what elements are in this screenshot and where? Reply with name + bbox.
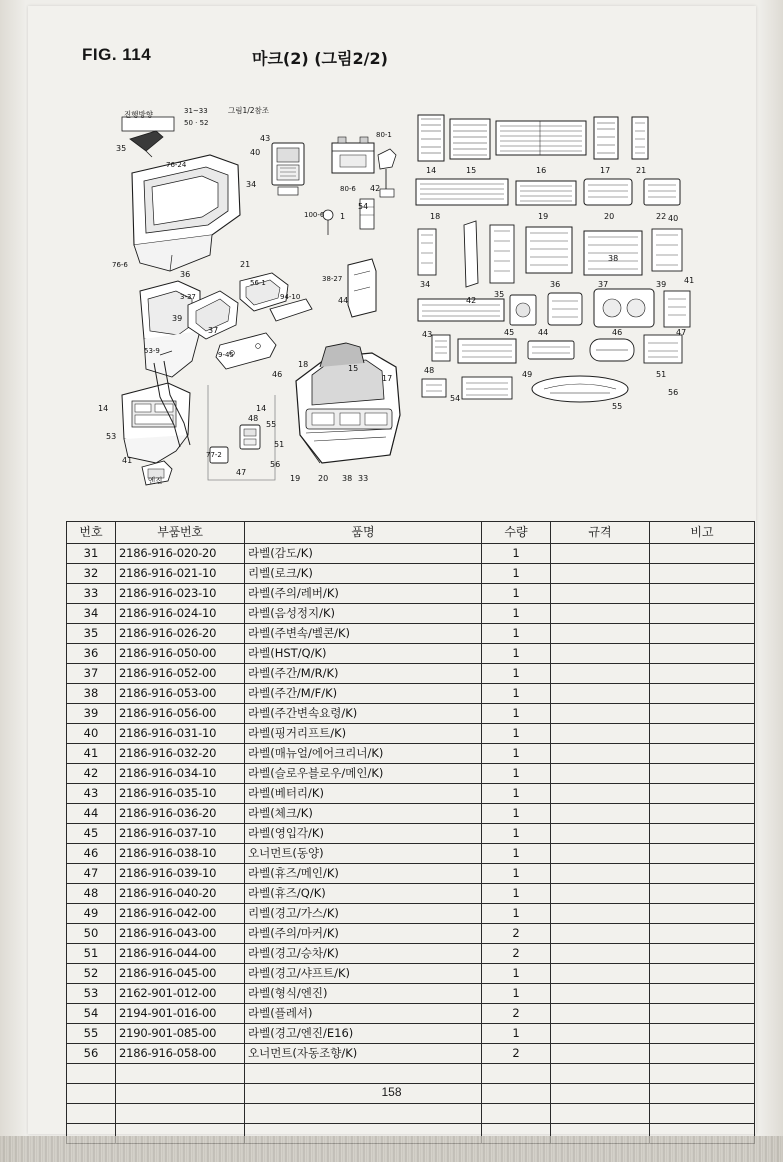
cell-remark xyxy=(650,924,755,944)
svg-text:53: 53 xyxy=(106,432,117,441)
cell-name: 라벨(체크/K) xyxy=(245,804,482,824)
svg-text:38: 38 xyxy=(608,254,619,263)
cell-spec xyxy=(551,1004,650,1024)
cell-qty: 1 xyxy=(482,964,551,984)
cell-remark xyxy=(650,884,755,904)
table-header-row xyxy=(67,522,755,544)
svg-text:51: 51 xyxy=(274,440,285,449)
cell-name: 라벨(음성정지/K) xyxy=(245,604,482,624)
table-row xyxy=(67,1104,755,1124)
table-row xyxy=(67,684,755,704)
table-row xyxy=(67,904,755,924)
cell-no: 48 xyxy=(67,884,116,904)
cell-spec xyxy=(551,564,650,584)
svg-text:51: 51 xyxy=(656,370,667,379)
cell-name: 라벨(주의/레버/K) xyxy=(245,584,482,604)
cell-qty: 1 xyxy=(482,744,551,764)
col-header-name: 품명 xyxy=(245,522,482,544)
table-row xyxy=(67,824,755,844)
cell-spec xyxy=(551,804,650,824)
svg-text:44: 44 xyxy=(538,328,549,337)
cell-name: 라벨(감도/K) xyxy=(245,544,482,564)
cell-no: 55 xyxy=(67,1024,116,1044)
svg-text:22: 22 xyxy=(656,212,667,221)
cell-no: 40 xyxy=(67,724,116,744)
cell-spec xyxy=(551,1044,650,1064)
cell-qty: 1 xyxy=(482,624,551,644)
cell-part-no: 2186-916-050-00 xyxy=(116,644,245,664)
cell-no: 33 xyxy=(67,584,116,604)
cell-spec xyxy=(551,924,650,944)
svg-text:49: 49 xyxy=(522,370,533,379)
cell-spec xyxy=(551,684,650,704)
cell-no: 36 xyxy=(67,644,116,664)
svg-text:15: 15 xyxy=(348,364,359,373)
cell-no xyxy=(67,1104,116,1124)
svg-text:53-9: 53-9 xyxy=(144,347,160,355)
svg-text:17: 17 xyxy=(382,374,393,383)
svg-text:35: 35 xyxy=(494,290,505,299)
svg-text:55: 55 xyxy=(612,402,623,411)
cell-qty: 1 xyxy=(482,584,551,604)
table-row xyxy=(67,1064,755,1084)
page-title: 마크(2) (그림2/2) xyxy=(252,49,388,68)
svg-text:21: 21 xyxy=(240,260,251,269)
cell-part-no: 2186-916-036-20 xyxy=(116,804,245,824)
cell-qty: 1 xyxy=(482,664,551,684)
cell-qty: 2 xyxy=(482,1044,551,1064)
cell-no: 45 xyxy=(67,824,116,844)
cell-no: 37 xyxy=(67,664,116,684)
cell-qty: 1 xyxy=(482,864,551,884)
svg-text:56: 56 xyxy=(270,460,281,469)
cell-spec xyxy=(551,984,650,1004)
cell-name: 라벨(HST/Q/K) xyxy=(245,644,482,664)
cell-spec xyxy=(551,964,650,984)
cell-part-no: 2186-916-043-00 xyxy=(116,924,245,944)
cell-spec xyxy=(551,744,650,764)
cell-part-no: 2162-901-012-00 xyxy=(116,984,245,1004)
cell-no: 50 xyxy=(67,924,116,944)
cell-remark xyxy=(650,664,755,684)
cell-remark xyxy=(650,864,755,884)
cell-qty: 2 xyxy=(482,1004,551,1024)
cell-remark xyxy=(650,944,755,964)
cell-name xyxy=(245,1064,482,1084)
svg-text:43: 43 xyxy=(260,134,271,143)
cell-part-no: 2186-916-021-10 xyxy=(116,564,245,584)
cell-spec xyxy=(551,704,650,724)
cell-qty: 2 xyxy=(482,924,551,944)
svg-text:16: 16 xyxy=(536,166,547,175)
table-row xyxy=(67,644,755,664)
svg-text:20: 20 xyxy=(318,474,329,483)
svg-text:42: 42 xyxy=(466,296,477,305)
parts-table-container xyxy=(66,521,716,1144)
cell-part-no: 2186-916-038-10 xyxy=(116,844,245,864)
cell-no: 44 xyxy=(67,804,116,824)
svg-text:48: 48 xyxy=(424,366,435,375)
table-row xyxy=(67,944,755,964)
cell-qty: 1 xyxy=(482,784,551,804)
table-row xyxy=(67,884,755,904)
table-row xyxy=(67,1004,755,1024)
svg-text:47: 47 xyxy=(236,468,247,477)
svg-text:18: 18 xyxy=(430,212,441,221)
svg-text:40: 40 xyxy=(668,214,679,223)
cell-name: 라벨(핑거리프트/K) xyxy=(245,724,482,744)
cell-qty: 1 xyxy=(482,824,551,844)
cell-remark xyxy=(650,684,755,704)
cell-qty: 1 xyxy=(482,604,551,624)
cell-part-no: 2186-916-034-10 xyxy=(116,764,245,784)
cell-qty xyxy=(482,1064,551,1084)
cell-spec xyxy=(551,644,650,664)
cell-spec xyxy=(551,944,650,964)
cell-remark xyxy=(650,724,755,744)
cell-remark xyxy=(650,624,755,644)
svg-text:41: 41 xyxy=(684,276,695,285)
table-row xyxy=(67,724,755,744)
cell-name: 라벨(베터리/K) xyxy=(245,784,482,804)
cell-no: 32 xyxy=(67,564,116,584)
table-row xyxy=(67,1044,755,1064)
svg-text:3-37: 3-37 xyxy=(180,293,196,301)
cell-part-no xyxy=(116,1104,245,1124)
table-row xyxy=(67,764,755,784)
table-row xyxy=(67,844,755,864)
cell-part-no: 2186-916-037-10 xyxy=(116,824,245,844)
table-row xyxy=(67,604,755,624)
svg-text:80-6: 80-6 xyxy=(340,185,356,193)
table-row xyxy=(67,964,755,984)
cell-name: 라벨(주간변속요령/K) xyxy=(245,704,482,724)
cell-part-no: 2186-916-052-00 xyxy=(116,664,245,684)
cell-part-no xyxy=(116,1064,245,1084)
svg-text:76-24: 76-24 xyxy=(166,161,187,169)
cell-spec xyxy=(551,844,650,864)
cell-no xyxy=(67,1064,116,1084)
svg-text:46: 46 xyxy=(612,328,623,337)
cell-part-no: 2186-916-031-10 xyxy=(116,724,245,744)
cell-part-no: 2186-916-024-10 xyxy=(116,604,245,624)
parts-table xyxy=(66,521,755,1144)
cell-spec xyxy=(551,904,650,924)
cell-no: 43 xyxy=(67,784,116,804)
cell-spec xyxy=(551,1104,650,1124)
cell-spec xyxy=(551,1024,650,1044)
cell-part-no: 2186-916-032-20 xyxy=(116,744,245,764)
svg-text:42: 42 xyxy=(370,184,381,193)
cell-part-no: 2194-901-016-00 xyxy=(116,1004,245,1024)
page-number: 158 xyxy=(381,1085,402,1099)
svg-text:43: 43 xyxy=(422,330,433,339)
cell-part-no: 2186-916-044-00 xyxy=(116,944,245,964)
cell-remark xyxy=(650,804,755,824)
cell-qty: 1 xyxy=(482,684,551,704)
cell-name: 라벨(플레셔) xyxy=(245,1004,482,1024)
svg-text:21: 21 xyxy=(636,166,647,175)
svg-text:56-1: 56-1 xyxy=(250,279,266,287)
svg-text:37: 37 xyxy=(598,280,609,289)
cell-name: 라벨(주의/마커/K) xyxy=(245,924,482,944)
cell-remark xyxy=(650,1004,755,1024)
svg-text:그림1/2참조: 그림1/2참조 xyxy=(228,106,270,115)
table-row xyxy=(67,1024,755,1044)
svg-text:18: 18 xyxy=(298,360,309,369)
svg-text:진행방향: 진행방향 xyxy=(124,110,153,119)
cell-name: 라벨(경고/엔진/E16) xyxy=(245,1024,482,1044)
cell-part-no: 2186-916-026-20 xyxy=(116,624,245,644)
svg-text:48: 48 xyxy=(248,414,259,423)
svg-text:엔진: 엔진 xyxy=(148,476,163,485)
cell-spec xyxy=(551,604,650,624)
table-row xyxy=(67,544,755,564)
parts-illustration xyxy=(60,95,720,515)
cell-qty: 1 xyxy=(482,804,551,824)
cell-remark xyxy=(650,1024,755,1044)
svg-text:19: 19 xyxy=(290,474,301,483)
svg-text:56: 56 xyxy=(668,388,679,397)
svg-text:19: 19 xyxy=(538,212,549,221)
cell-qty: 2 xyxy=(482,944,551,964)
cell-spec xyxy=(551,824,650,844)
cell-no: 41 xyxy=(67,744,116,764)
cell-remark xyxy=(650,904,755,924)
cell-name: 라벨(형식/엔진) xyxy=(245,984,482,1004)
cell-spec xyxy=(551,784,650,804)
svg-text:39: 39 xyxy=(656,280,667,289)
cell-spec xyxy=(551,724,650,744)
svg-text:20: 20 xyxy=(604,212,615,221)
svg-text:37: 37 xyxy=(208,326,219,335)
svg-text:80-1: 80-1 xyxy=(376,131,392,139)
cell-remark xyxy=(650,764,755,784)
table-row xyxy=(67,744,755,764)
cell-remark xyxy=(650,1104,755,1124)
cell-qty: 1 xyxy=(482,1024,551,1044)
cell-no: 53 xyxy=(67,984,116,1004)
col-header-qty: 수량 xyxy=(482,522,551,544)
cell-qty: 1 xyxy=(482,844,551,864)
table-row xyxy=(67,584,755,604)
cell-remark xyxy=(650,704,755,724)
col-header-remark: 비고 xyxy=(650,522,755,544)
figure-label: FIG. 114 xyxy=(82,45,152,64)
cell-part-no: 2186-916-053-00 xyxy=(116,684,245,704)
cell-part-no: 2186-916-039-10 xyxy=(116,864,245,884)
table-row xyxy=(67,664,755,684)
cell-remark xyxy=(650,604,755,624)
cell-name: 리벨(경고/가스/K) xyxy=(245,904,482,924)
svg-text:14: 14 xyxy=(256,404,267,413)
svg-text:94-10: 94-10 xyxy=(280,293,301,301)
cell-no: 47 xyxy=(67,864,116,884)
cell-name: 라벨(주간/M/F/K) xyxy=(245,684,482,704)
cell-remark xyxy=(650,824,755,844)
svg-text:9-45: 9-45 xyxy=(218,351,234,359)
svg-text:76-6: 76-6 xyxy=(112,261,128,269)
cell-qty: 1 xyxy=(482,644,551,664)
cell-no: 35 xyxy=(67,624,116,644)
table-row xyxy=(67,984,755,1004)
cell-no: 46 xyxy=(67,844,116,864)
cell-name: 오너먼트(동양) xyxy=(245,844,482,864)
cell-no: 34 xyxy=(67,604,116,624)
cell-spec xyxy=(551,864,650,884)
cell-qty: 1 xyxy=(482,564,551,584)
cell-qty: 1 xyxy=(482,904,551,924)
cell-remark xyxy=(650,784,755,804)
table-body xyxy=(67,544,755,1144)
svg-text:39: 39 xyxy=(172,314,183,323)
cell-name: 라벨(휴즈/메인/K) xyxy=(245,864,482,884)
cell-no: 31 xyxy=(67,544,116,564)
cell-name: 라벨(주간/M/R/K) xyxy=(245,664,482,684)
cell-remark xyxy=(650,744,755,764)
cell-part-no: 2186-916-020-20 xyxy=(116,544,245,564)
svg-text:50 · 52: 50 · 52 xyxy=(184,119,209,127)
table-row xyxy=(67,924,755,944)
svg-text:45: 45 xyxy=(504,328,515,337)
cell-remark xyxy=(650,964,755,984)
cell-no: 42 xyxy=(67,764,116,784)
cell-name: 오너먼트(자동조향/K) xyxy=(245,1044,482,1064)
cell-name: 라벨(슬로우블로우/메인/K) xyxy=(245,764,482,784)
cell-remark xyxy=(650,984,755,1004)
cell-part-no: 2186-916-056-00 xyxy=(116,704,245,724)
svg-text:100-6: 100-6 xyxy=(304,211,325,219)
table-row xyxy=(67,564,755,584)
svg-text:77-2: 77-2 xyxy=(206,451,222,459)
col-header-part-no: 부품번호 xyxy=(116,522,245,544)
cell-spec xyxy=(551,1064,650,1084)
cell-remark xyxy=(650,1064,755,1084)
table-row xyxy=(67,624,755,644)
scan-edge-right xyxy=(759,0,783,1162)
svg-text:35: 35 xyxy=(116,144,127,153)
cell-name: 라벨(주변속/벨콘/K) xyxy=(245,624,482,644)
svg-text:36: 36 xyxy=(550,280,561,289)
svg-text:44: 44 xyxy=(338,296,349,305)
svg-text:33: 33 xyxy=(358,474,369,483)
cell-qty: 1 xyxy=(482,884,551,904)
cell-remark xyxy=(650,584,755,604)
cell-spec xyxy=(551,884,650,904)
cell-spec xyxy=(551,764,650,784)
cell-part-no: 2186-916-040-20 xyxy=(116,884,245,904)
svg-text:46: 46 xyxy=(272,370,283,379)
cell-spec xyxy=(551,584,650,604)
svg-text:38-27: 38-27 xyxy=(322,275,343,283)
svg-text:31~33: 31~33 xyxy=(184,107,208,115)
cell-name: 라벨(매뉴얼/에어크리너/K) xyxy=(245,744,482,764)
svg-text:54: 54 xyxy=(358,202,369,211)
table-row xyxy=(67,784,755,804)
cell-remark xyxy=(650,564,755,584)
cell-qty: 1 xyxy=(482,704,551,724)
cell-part-no: 2186-916-035-10 xyxy=(116,784,245,804)
svg-text:34: 34 xyxy=(420,280,431,289)
svg-text:55: 55 xyxy=(266,420,277,429)
cell-part-no: 2186-916-058-00 xyxy=(116,1044,245,1064)
cell-remark xyxy=(650,1044,755,1064)
svg-text:14: 14 xyxy=(98,404,109,413)
cell-name: 라벨(영입각/K) xyxy=(245,824,482,844)
svg-text:1: 1 xyxy=(340,212,346,221)
cell-spec xyxy=(551,664,650,684)
cell-part-no: 2186-916-023-10 xyxy=(116,584,245,604)
table-row xyxy=(67,864,755,884)
cell-name: 라벨(경고/승차/K) xyxy=(245,944,482,964)
col-header-no: 번호 xyxy=(67,522,116,544)
cell-qty: 1 xyxy=(482,544,551,564)
svg-text:34: 34 xyxy=(246,180,257,189)
svg-text:40: 40 xyxy=(250,148,261,157)
cell-remark xyxy=(650,544,755,564)
table-row xyxy=(67,804,755,824)
svg-text:54: 54 xyxy=(450,394,461,403)
scan-edge-bottom xyxy=(0,1136,783,1162)
cell-qty: 1 xyxy=(482,764,551,784)
cell-qty: 1 xyxy=(482,984,551,1004)
cell-part-no: 2186-916-045-00 xyxy=(116,964,245,984)
cell-name: 리벨(로크/K) xyxy=(245,564,482,584)
cell-name: 라벨(경고/샤프트/K) xyxy=(245,964,482,984)
cell-no: 39 xyxy=(67,704,116,724)
svg-text:47: 47 xyxy=(676,328,687,337)
cell-spec xyxy=(551,544,650,564)
table-row xyxy=(67,704,755,724)
svg-text:14: 14 xyxy=(426,166,437,175)
cell-no: 56 xyxy=(67,1044,116,1064)
cell-name xyxy=(245,1104,482,1124)
cell-remark xyxy=(650,844,755,864)
scan-edge-left xyxy=(0,0,26,1162)
cell-no: 54 xyxy=(67,1004,116,1024)
col-header-spec: 규격 xyxy=(551,522,650,544)
svg-text:41: 41 xyxy=(122,456,133,465)
cell-no: 52 xyxy=(67,964,116,984)
cell-spec xyxy=(551,624,650,644)
svg-text:36: 36 xyxy=(180,270,191,279)
cell-part-no: 2190-901-085-00 xyxy=(116,1024,245,1044)
svg-text:17: 17 xyxy=(600,166,611,175)
cell-part-no: 2186-916-042-00 xyxy=(116,904,245,924)
cell-qty: 1 xyxy=(482,724,551,744)
svg-text:15: 15 xyxy=(466,166,477,175)
cell-name: 라벨(휴즈/Q/K) xyxy=(245,884,482,904)
cell-no: 49 xyxy=(67,904,116,924)
cell-no: 38 xyxy=(67,684,116,704)
cell-remark xyxy=(650,644,755,664)
cell-no: 51 xyxy=(67,944,116,964)
cell-qty xyxy=(482,1104,551,1124)
svg-text:38: 38 xyxy=(342,474,353,483)
